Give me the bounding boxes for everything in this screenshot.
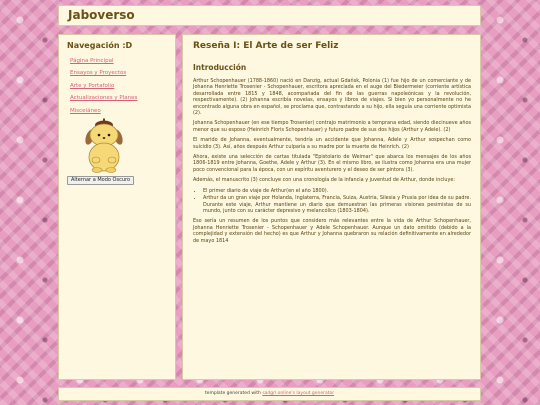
timeline-list [193, 188, 471, 215]
list-item: • Arthur da un gran viaje por Holanda, Inglaterra, Francia, Suiza, Austria, Silesia y Prusia por idea de su padre. Durante este viaje, Arthur mantiene un diario que demuestran las primeras visiones pesimistas de su mundo, junto con su carácter depresivo y melancólico (1803-1804). [203, 195, 471, 214]
paragraph: Además, el manuscrito (3) concluye con una cronología de la infancia y juventud de Arthur, donde incluye: [193, 177, 456, 184]
paragraph: Ahora, existe una selección de cartas titulada "Epistolario de Weimar" que abarca los mensajes de los años 1806-1819 entre Johanna, Goethe, Adele y Arthur (3). En el mismo libro, se ilustra como Johanna era una mujer poco convencional para la época, con un espíritu aventurero y el deseo de ser pintora (3). [193, 154, 471, 173]
list-item: • El primer diario de viaje de Arthur(en el año 1800). [203, 188, 471, 194]
main-content [182, 34, 481, 380]
nav-link-home[interactable]: Página Principal [70, 58, 114, 64]
sidebar [58, 34, 176, 380]
toggle-dark-mode-button[interactable]: Alternar a Modo Oscuro [67, 176, 134, 185]
footer [58, 387, 481, 401]
paragraph: El marido de Johanna, eventualmente, tendría un accidente que Johanna, Adele y Arthur sospechan como suicidio (3). Así, años después Arthur culparía a su madre por la muerte de Heinrich. (2) [193, 137, 471, 150]
nav-list [70, 55, 137, 117]
section-title: Introducción [193, 63, 247, 72]
nav-link-essays[interactable]: Ensayos y Proyectos [70, 70, 127, 77]
page-title: Reseña I: El Arte de ser Feliz [193, 41, 339, 51]
pompompurin-mascot-icon [80, 115, 128, 175]
nav-heading: Navegación :D [67, 41, 133, 50]
nav-link-misc[interactable]: Misceláneo [70, 107, 101, 114]
nav-link-art[interactable]: Arte y Portafolio [70, 82, 115, 89]
footer-link[interactable]: sadgrl.online's layout generator [262, 391, 335, 396]
paragraph: Johanna Schopenhauer (en ese tiempo Trosenier) contrajo matrimonio a temprana edad, siendo diecinueve años menor que su esposo (Heinrich Floris Schopenhauer) y futuro padre de sus dos hijos (Arthur y Adele). (2) [193, 120, 471, 133]
footer-text: template generated with [204, 391, 263, 396]
nav-link-updates[interactable]: Actualizaciones y Planes [70, 95, 138, 102]
article [193, 41, 471, 248]
paragraph: Arthur Schopenhauer (1788-1860) nació en Danzig, actual Gdańsk, Polonia (1) fue hijo de un comerciante y de Johanna Henriette Trosenier - Schopenhauer, escritora apreciada en el auge del Biedermeier (corriente artística desarrollada entre 1815 y 1848, acompañada del fin de las guerras napoleónicas y la revolución, respectivamente). (2) Johanna escribía novelas, ensayos y libros de viajes. Si bien yo personalmente no he encontrado alguna obra en español, se proclama que, contrastando a su hijo, ella seguía una corriente optimista (2). [193, 78, 471, 117]
closing-paragraph: Eso sería un resumen de los puntos que considero más relevantes entre la vida de Arthur Schopenhauer, Johanna Henriette Trosenier - Schopenhauer y Adele Schopenhauer. Aunque un dato omitido (debido a la complejidad y extensión del hecho) es que Arthur y Johanna quebraron su relación definitivamente en alrededor de mayo 1814 [193, 218, 471, 244]
site-title: Jaboverso [68, 8, 135, 22]
site-header [58, 5, 481, 26]
